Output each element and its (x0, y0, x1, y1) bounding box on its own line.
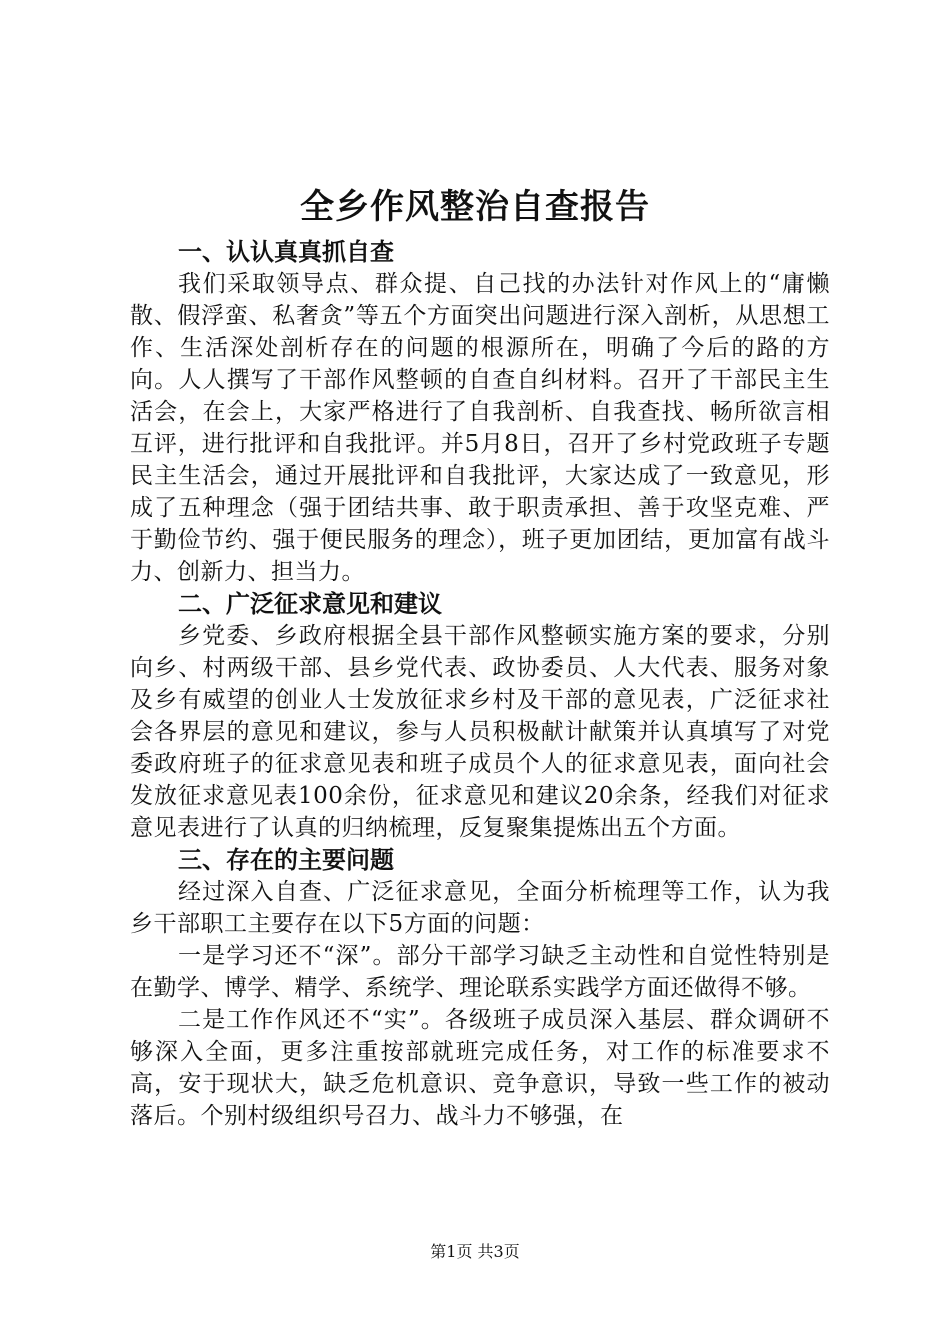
section-heading: 一、认认真真抓自查 (178, 238, 394, 266)
section-heading: 三、存在的主要问题 (178, 846, 394, 874)
section-heading: 二、广泛征求意见和建议 (178, 590, 442, 618)
page-footer: 第1页 共3页 (430, 1242, 520, 1261)
paragraph: 经过深入自查、广泛征求意见，全面分析梳理等工作，认为我乡干部职工主要存在以下5方面的问题： (130, 879, 830, 937)
paragraph: 乡党委、乡政府根据全县干部作风整顿实施方案的要求，分别向乡、村两级干部、县乡党代表、政协委员、人大代表、服务对象及乡有威望的创业人士发放征求乡村及干部的意见表，广泛征求社会各界层的意见和建议，参与人员积极献计献策并认真填写了对党委政府班子的征求意见表和班子成员个人的征求意见表，面向社会发放征求意见表100余份，征求意见和建议20余条，经我们对征求意见表进行了认真的归纳梳理，反复聚集提炼出五个方面。 (130, 623, 830, 841)
paragraph: 我们采取领导点、群众提、自己找的办法针对作风上的“庸懒散、假浮蛮、私奢贪”等五个方面突出问题进行深入剖析，从思想工作、生活深处剖析存在的问题的根源所在，明确了今后的路的方向。人人撰写了干部作风整顿的自查自纠材料。召开了干部民主生活会，在会上，大家严格进行了自我剖析、自我查找、畅所欲言相互评，进行批评和自我批评。并5月8日，召开了乡村党政班子专题民主生活会，通过开展批评和自我批评，大家达成了一致意见，形成了五种理念（强于团结共事、敢于职责承担、善于攻坚克难、严于勤俭节约、强于便民服务的理念），班子更加团结，更加富有战斗力、创新力、担当力。 (130, 271, 830, 585)
document-title: 全乡作风整治自查报告 (300, 187, 650, 227)
paragraph: 一是学习还不“深”。部分干部学习缺乏主动性和自觉性特别是在勤学、博学、精学、系统学、理论联系实践学方面还做得不够。 (130, 943, 830, 1001)
paragraph: 二是工作作风还不“实”。各级班子成员深入基层、群众调研不够深入全面，更多注重按部就班完成任务，对工作的标准要求不高，安于现状大，缺乏危机意识、竞争意识，导致一些工作的被动落后。个别村级组织号召力、战斗力不够强，在 (130, 1007, 830, 1129)
document-body (130, 236, 830, 1132)
